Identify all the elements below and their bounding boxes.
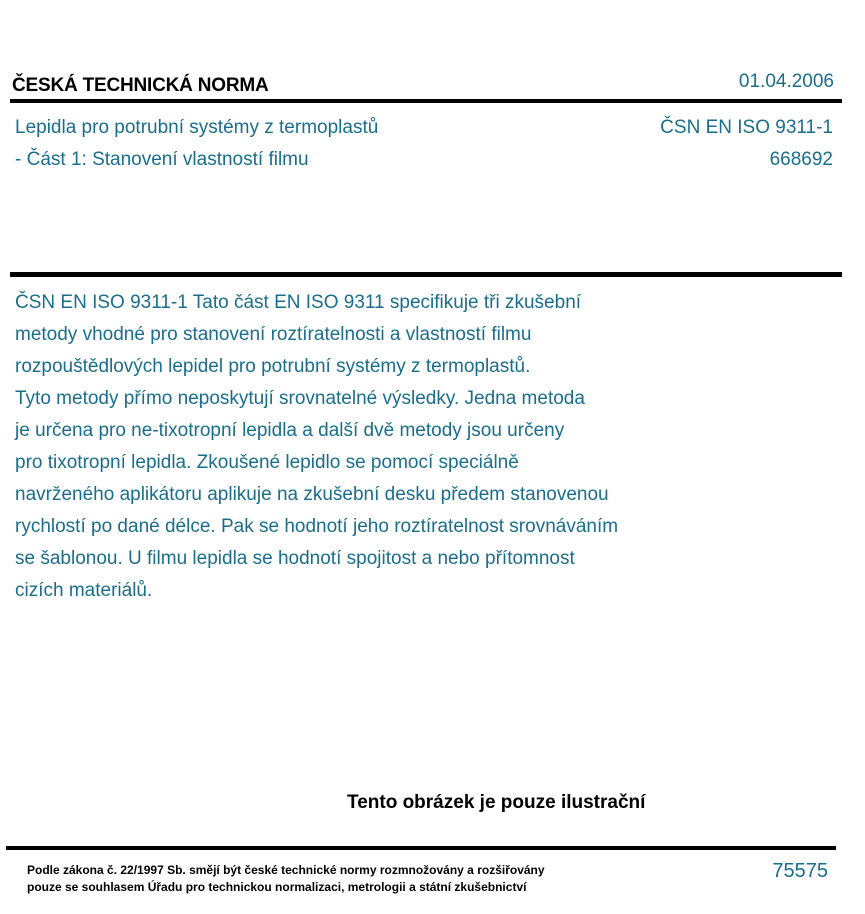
abstract-line: pro tixotropní lepidla. Zkoušené lepidlo se pomocí speciálně [15, 452, 519, 473]
section-divider [10, 272, 842, 277]
standard-title-line-2: - Část 1: Stanovení vlastností filmu [15, 149, 309, 170]
abstract-line: metody vhodné pro stanovení roztíratelnosti a vlastností filmu [15, 324, 532, 345]
abstract-line: ČSN EN ISO 9311-1 Tato část EN ISO 9311 specifikuje tři zkušební [15, 292, 582, 313]
document-id: 75575 [772, 860, 828, 882]
legal-notice-line-1: Podle zákona č. 22/1997 Sb. smějí být české technické normy rozmnožovány a rozšiřovány [27, 863, 545, 877]
abstract-line: Tyto metody přímo neposkytují srovnatelné výsledky. Jedna metoda [15, 388, 585, 409]
document-heading: ČESKÁ TECHNICKÁ NORMA [12, 75, 269, 96]
standard-title-line-1: Lepidla pro potrubní systémy z termoplastů [15, 117, 379, 138]
abstract-line: cizích materiálů. [15, 580, 153, 601]
standard-code: ČSN EN ISO 9311-1 [660, 117, 833, 138]
publication-date: 01.04.2006 [738, 71, 834, 92]
abstract-line: se šablonou. U filmu lepidla se hodnotí spojitost a nebo přítomnost [15, 548, 575, 569]
footer-divider [6, 846, 836, 850]
legal-notice [27, 862, 545, 896]
header-divider [10, 99, 842, 103]
abstract-line: rychlostí po dané délce. Pak se hodnotí jeho roztíratelnost srovnáváním [15, 516, 619, 537]
abstract-line: navrženého aplikátoru aplikuje na zkušební desku předem stanovenou [15, 484, 609, 505]
illustration-notice: Tento obrázek je pouze ilustrační [347, 792, 646, 813]
catalog-number: 668692 [769, 149, 833, 170]
abstract-line: rozpouštědlových lepidel pro potrubní systémy z termoplastů. [15, 356, 531, 377]
legal-notice-line-2: pouze se souhlasem Úřadu pro technickou normalizaci, metrologii a státní zkušebnictví [27, 880, 527, 894]
abstract-line: je určena pro ne-tixotropní lepidla a další dvě metody jsou určeny [15, 420, 565, 441]
abstract-text [15, 287, 715, 607]
